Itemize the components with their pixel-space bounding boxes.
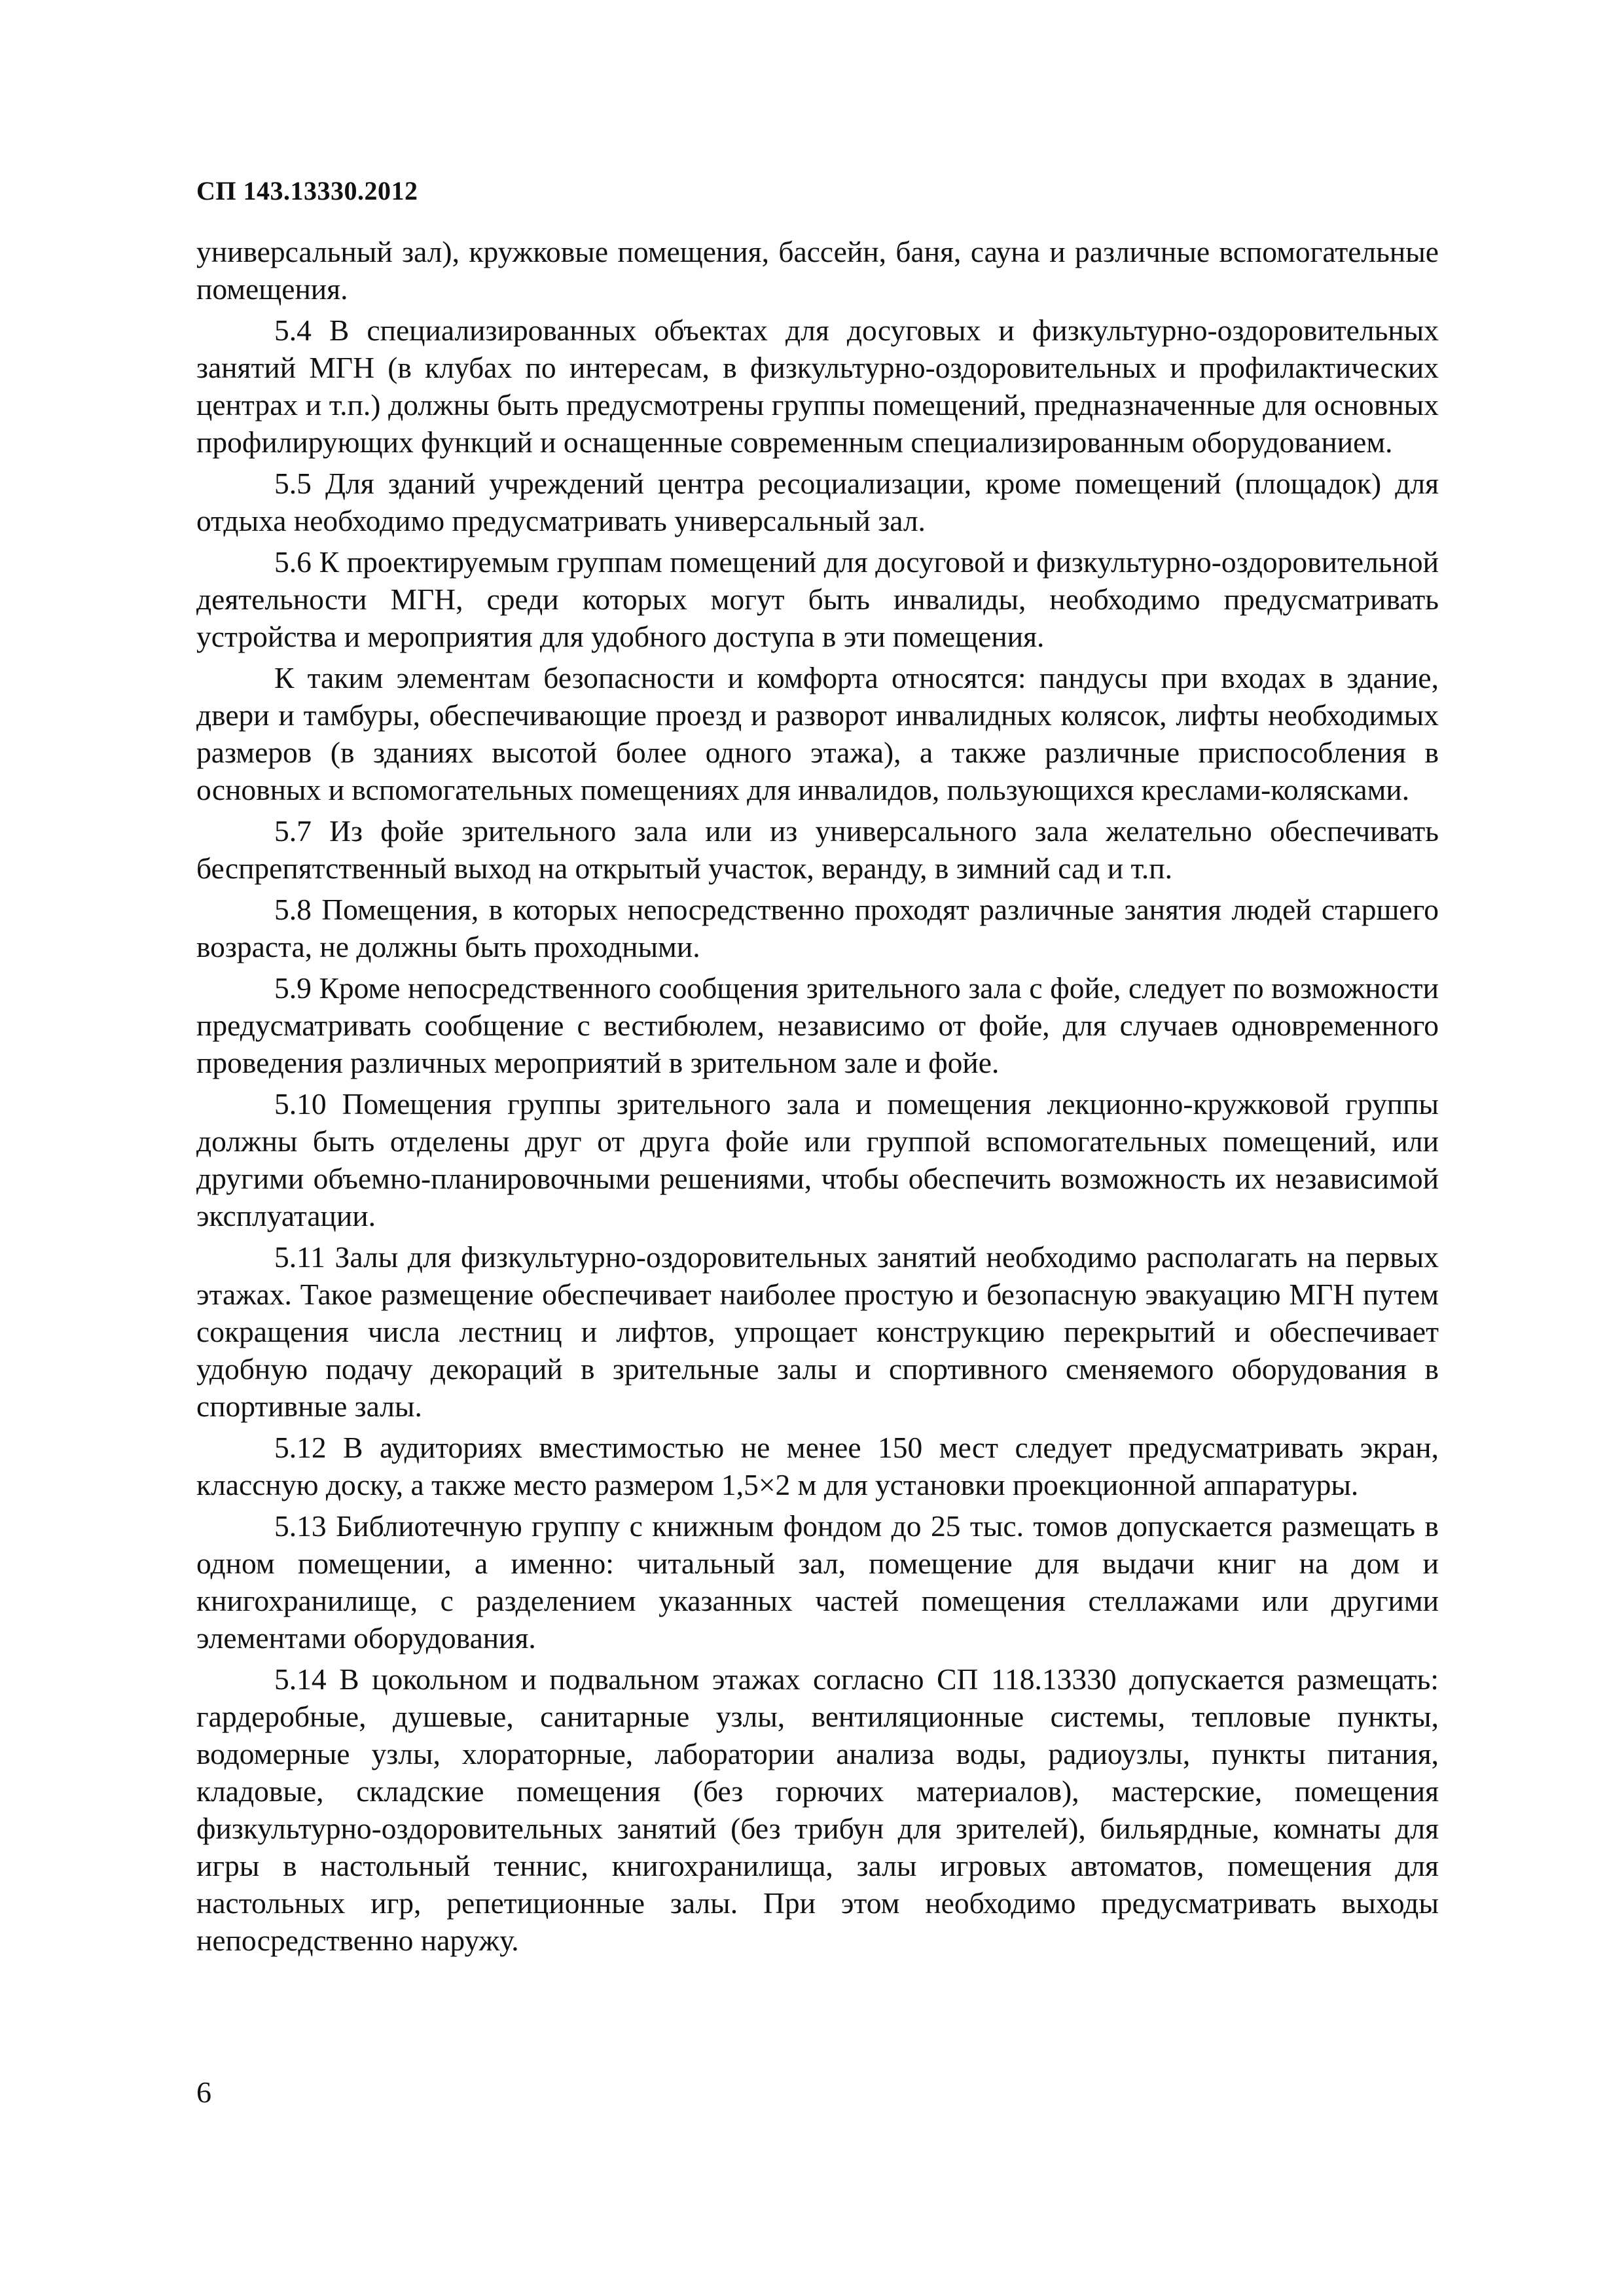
paragraph-5-11: 5.11 Залы для физкультурно-оздоровительных занятий необходимо располагать на первых этажах. Такое размещение обеспечивает наиболее простую и безопасную эвакуацию МГН путем сокращения числа лестниц и лифтов, упрощает конструкцию перекрытий и обеспечивает удобную подачу декораций в зрительные залы и спортивного сменяемого оборудования в спортивные залы. bbox=[196, 1240, 1439, 1423]
body-text bbox=[196, 233, 1439, 1963]
paragraph-5-7: 5.7 Из фойе зрительного зала или из универсального зала желательно обеспечивать беспрепятственный выход на открытый участок, веранду, в зимний сад и т.п. bbox=[196, 814, 1439, 885]
paragraph-5-9: 5.9 Кроме непосредственного сообщения зрительного зала с фойе, следует по возможности предусматривать сообщение с вестибюлем, независимо от фойе, для случаев одновременного проведения различных мероприятий в зрительном зале и фойе. bbox=[196, 971, 1439, 1079]
paragraph-5-13: 5.13 Библиотечную группу с книжным фондом до 25 тыс. томов допускается размещать в одном помещении, а именно: читальный зал, помещение для выдачи книг на дом и книгохранилище, с разделением указанных частей помещения стеллажами или другими элементами оборудования. bbox=[196, 1509, 1439, 1655]
paragraph-5-12: 5.12 В аудиториях вместимостью не менее 150 мест следует предусматривать экран, классную доску, а также место размером 1,5×2 м для установки проекционной аппаратуры. bbox=[196, 1431, 1439, 1501]
paragraph-5-10: 5.10 Помещения группы зрительного зала и помещения лекционно-кружковой группы должны быть отделены друг от друга фойе или группой вспомогательных помещений, или другими объемно-планировочными решениями, чтобы обеспечить возможность их независимой эксплуатации. bbox=[196, 1087, 1439, 1232]
paragraph-5-6: 5.6 К проектируемым группам помещений для досуговой и физкультурно-оздоровительной деятельности МГН, среди которых могут быть инвалиды, необходимо предусматривать устройства и мероприятия для удобного доступа в эти помещения. bbox=[196, 545, 1439, 653]
paragraph-5-8: 5.8 Помещения, в которых непосредственно проходят различные занятия людей старшего возраста, не должны быть проходными. bbox=[196, 893, 1439, 963]
paragraph-5-4: 5.4 В специализированных объектах для досуговых и физкультурно-оздоровительных занятий МГН (в клубах по интересам, в физкультурно-оздоровительных и профилактических центрах и т.п.) должны быть предусмотрены группы помещений, предназначенные для основных профилирующих функций и оснащенные современным специализированным оборудованием. bbox=[196, 314, 1439, 459]
document-code: СП 143.13330.2012 bbox=[196, 176, 418, 206]
paragraph-5-5: 5.5 Для зданий учреждений центра ресоциализации, кроме помещений (площадок) для отдыха необходимо предусматривать универсальный зал. bbox=[196, 467, 1439, 537]
paragraph-5-14: 5.14 В цокольном и подвальном этажах согласно СП 118.13330 допускается размещать: гардеробные, душевые, санитарные узлы, вентиляционные системы, тепловые пункты, водомерные узлы, хлораторные, лаборатории анализа воды, радиоузлы, пункты питания, кладовые, складские помещения (без горючих материалов), мастерские, помещения физкультурно-оздоровительных занятий (без трибун для зрителей), бильярдные, комнаты для игры в настольный теннис, книгохранилища, залы игровых автоматов, помещения для настольных игр, репетиционные залы. При этом необходимо предусматривать выходы непосредственно наружу. bbox=[196, 1662, 1439, 1957]
paragraph-continuation: универсальный зал), кружковые помещения, бассейн, баня, сауна и различные вспомогательные помещения. bbox=[196, 235, 1439, 306]
paragraph-5-6-elements: К таким элементам безопасности и комфорта относятся: пандусы при входах в здание, двери и тамбуры, обеспечивающие проезд и разворот инвалидных колясок, лифты необходимых размеров (в зданиях высотой более одного этажа), а также различные приспособления в основных и вспомогательных помещениях для инвалидов, пользующихся креслами-колясками. bbox=[196, 661, 1439, 806]
page-number: 6 bbox=[196, 2075, 211, 2109]
